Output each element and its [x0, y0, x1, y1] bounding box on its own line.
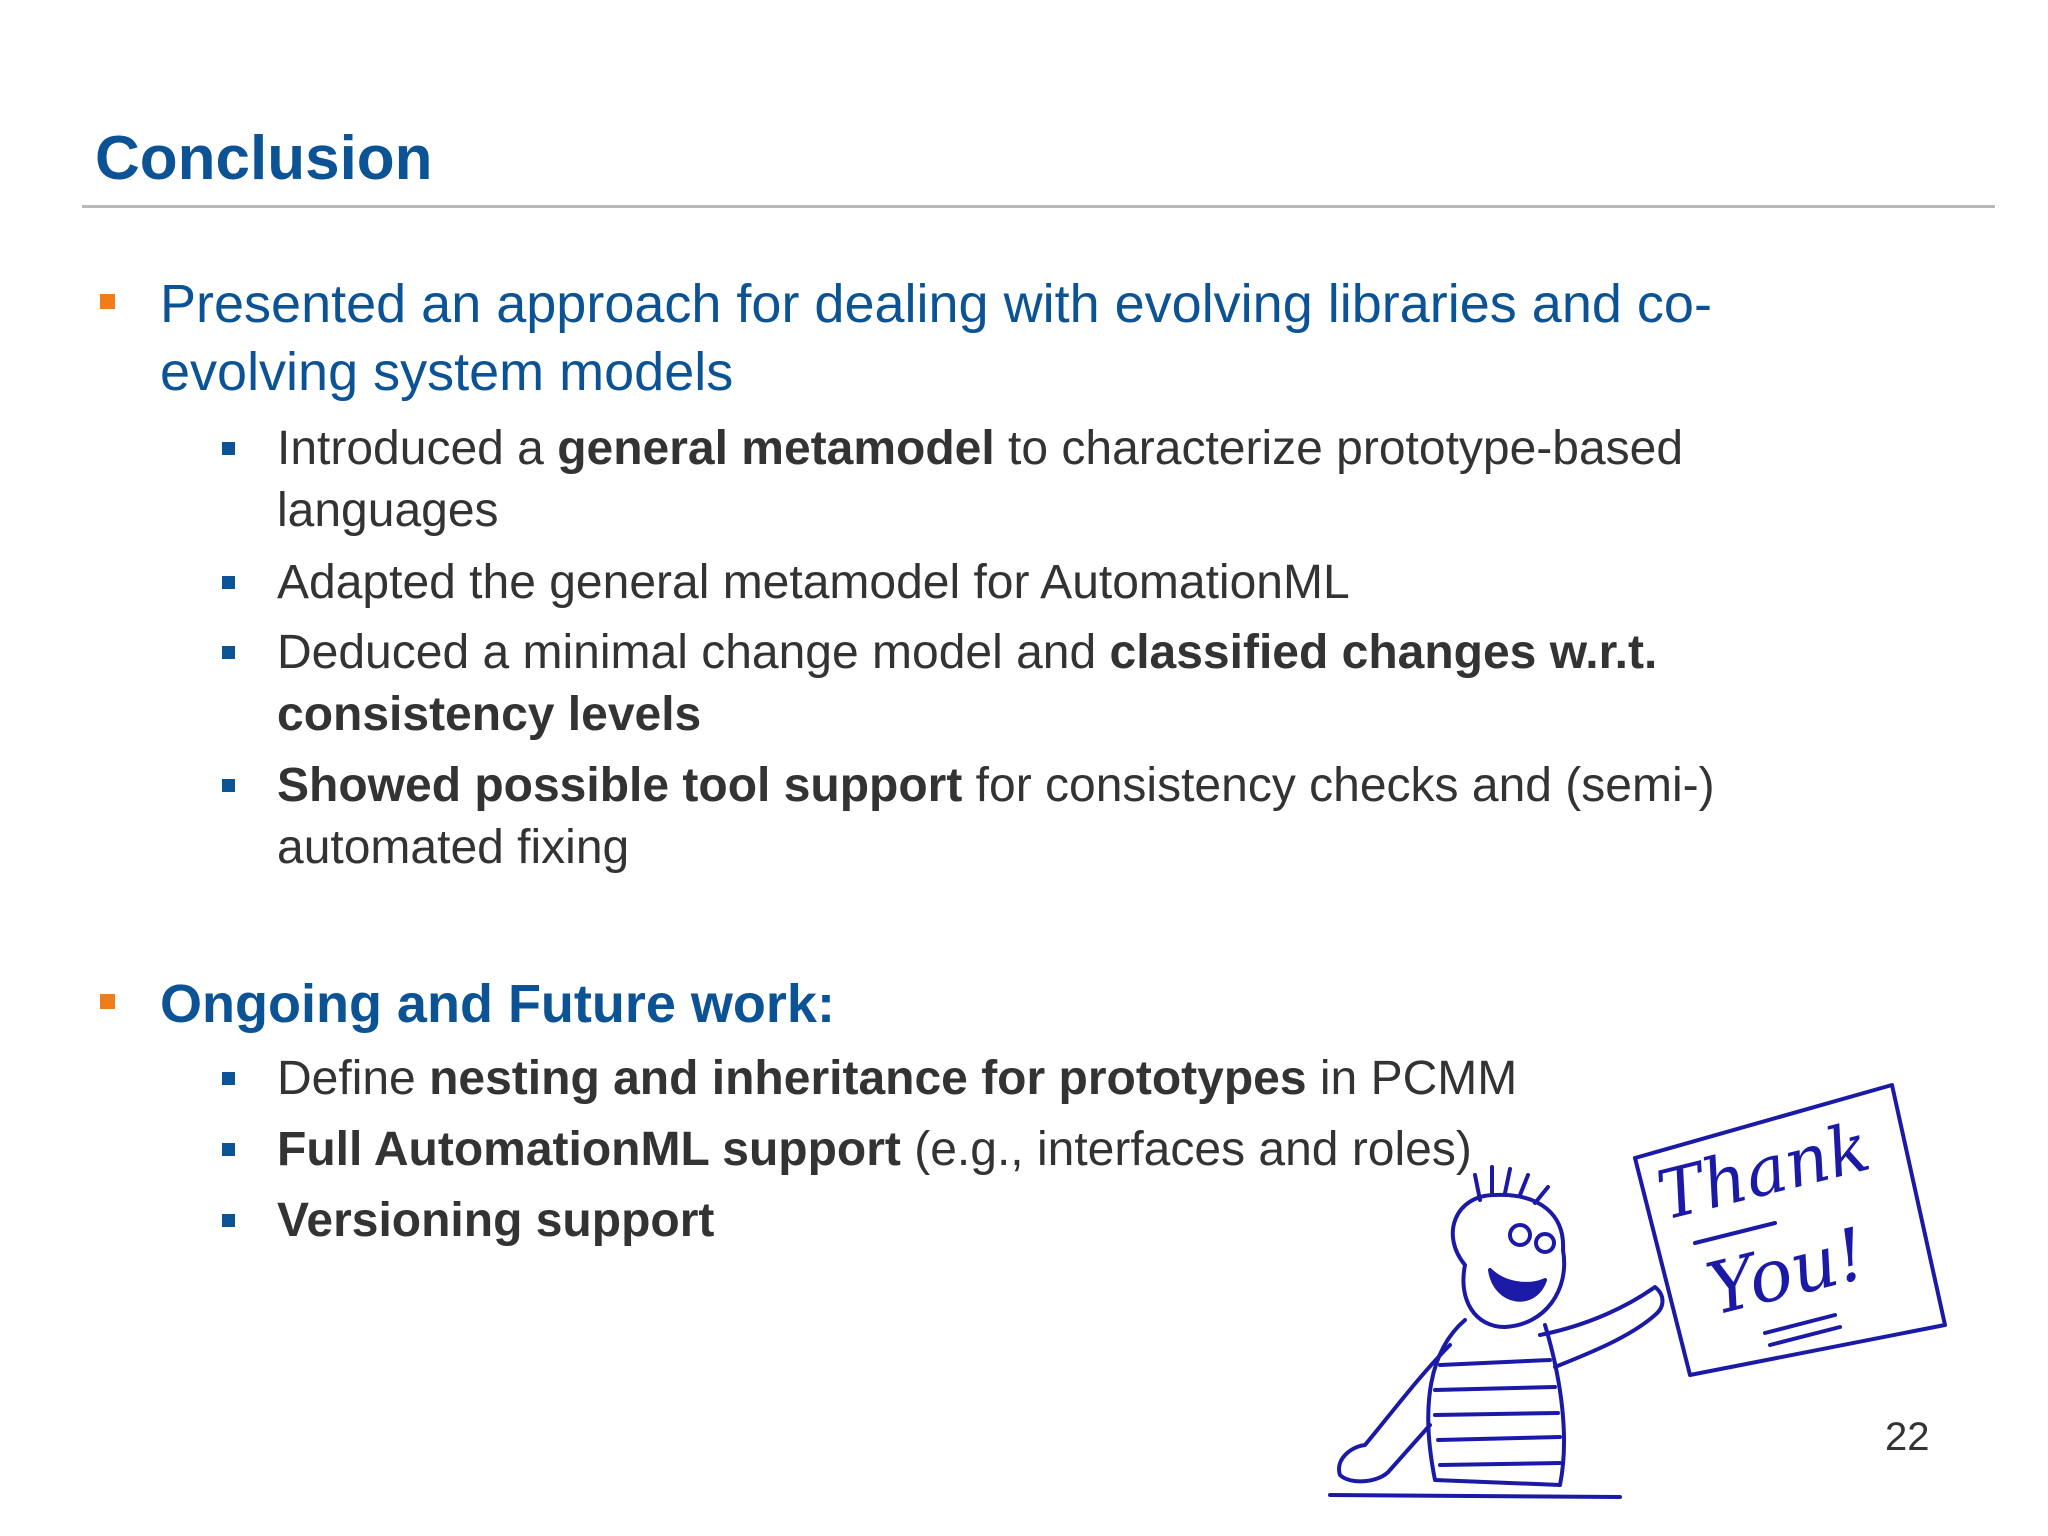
- item-bold-text: Full AutomationML support: [277, 1123, 901, 1176]
- item-text: Define: [277, 1052, 430, 1105]
- ground-line: [1330, 1495, 1620, 1497]
- cartoon-arm: [1540, 1287, 1663, 1367]
- item-bold-text: general metamodel: [557, 422, 995, 475]
- title-divider: [82, 205, 1995, 208]
- cartoon-eye: [1510, 1225, 1530, 1245]
- item-text: Introduced a: [277, 422, 558, 475]
- item-text: (e.g., interfaces and roles): [900, 1123, 1472, 1176]
- blue-bullet-icon: [222, 1072, 235, 1085]
- cartoon-head: [1453, 1195, 1564, 1327]
- thank-you-cartoon-icon: [1270, 1075, 1970, 1530]
- cartoon-eye: [1536, 1234, 1554, 1252]
- section2-heading-text: Ongoing and Future work:: [160, 974, 835, 1034]
- shirt-stripe: [1435, 1360, 1560, 1465]
- item-bold-text: classified changes w.r.t. consistency levels: [277, 626, 1658, 741]
- cartoon-mouth: [1490, 1270, 1545, 1300]
- item-text: Deduced a minimal change model and: [277, 626, 1110, 679]
- page-title: Conclusion: [95, 124, 433, 193]
- sign-text-line2: You!: [1698, 1211, 1875, 1332]
- blue-bullet-icon: [222, 779, 235, 792]
- item-text: for consistency checks and (semi-) automated fixing: [277, 759, 1715, 874]
- item-bold-text: Versioning support: [277, 1194, 715, 1247]
- blue-bullet-icon: [222, 576, 235, 589]
- sign-text-line1: Thank: [1650, 1107, 1878, 1237]
- item-text: in PCMM: [1306, 1052, 1518, 1105]
- section1-heading-text: Presented an approach for dealing with evolving libraries and co-evolving system models: [160, 274, 1712, 402]
- orange-bullet-icon: [100, 994, 115, 1009]
- list-item: [277, 755, 1897, 879]
- item-text: Adapted the general metamodel for AutomationML: [277, 556, 1350, 609]
- section1-heading: [160, 270, 1860, 406]
- blue-bullet-icon: [222, 1214, 235, 1227]
- blue-bullet-icon: [222, 1143, 235, 1156]
- list-item: [277, 418, 1897, 542]
- page-number: 22: [1885, 1415, 1930, 1459]
- item-bold-text: nesting and inheritance for prototypes: [429, 1052, 1307, 1105]
- blue-bullet-icon: [222, 646, 235, 659]
- item-bold-text: Showed possible tool support: [277, 759, 963, 812]
- orange-bullet-icon: [100, 294, 115, 309]
- blue-bullet-icon: [222, 442, 235, 455]
- list-item: [277, 622, 1897, 746]
- item-text: to characterize prototype-based languages: [277, 422, 1684, 537]
- list-item: [277, 552, 1897, 614]
- section2-heading: [160, 970, 1860, 1038]
